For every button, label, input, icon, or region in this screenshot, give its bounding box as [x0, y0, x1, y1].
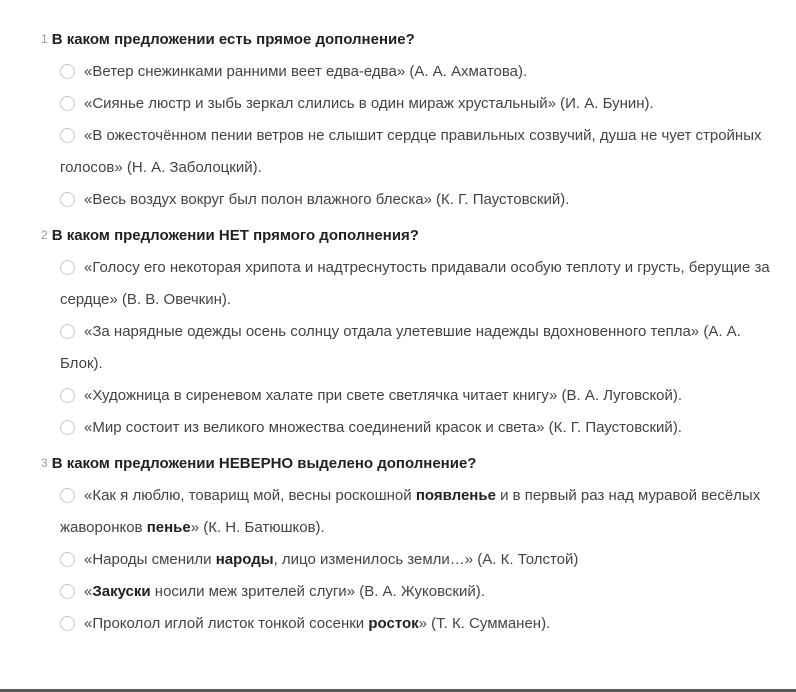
- question-header: [0, 222, 796, 248]
- option-text: «Народы сменили: [84, 551, 216, 568]
- radio-button-icon[interactable]: [60, 260, 75, 275]
- radio-button-icon[interactable]: [60, 96, 75, 111]
- option-text: «В ожесточённом пении ветров не слышит сердце правильных созвучий, душа не чует стройных голосов» (Н. А. Заболоцкий).: [60, 127, 762, 176]
- question-title: В каком предложении есть прямое дополнение?: [51, 31, 415, 48]
- answer-option[interactable]: [0, 56, 796, 88]
- option-text: » (Т. К. Сумманен).: [418, 615, 551, 632]
- radio-button-icon[interactable]: [60, 324, 75, 339]
- option-text: носили меж зрителей слуги» (В. А. Жуковский).: [150, 583, 485, 600]
- question-header: [0, 26, 796, 52]
- radio-button-icon[interactable]: [60, 128, 75, 143]
- answer-options: [0, 56, 796, 216]
- radio-button-icon[interactable]: [60, 584, 75, 599]
- radio-button-icon[interactable]: [60, 616, 75, 631]
- radio-button-icon[interactable]: [60, 64, 75, 79]
- option-text: «Как я люблю, товарищ мой, весны роскошной: [84, 487, 416, 504]
- highlighted-word: росток: [368, 615, 419, 632]
- answer-option[interactable]: [0, 480, 796, 544]
- option-text: «Ветер снежинками ранними веет едва-едва» (А. А. Ахматова).: [84, 63, 528, 80]
- option-text: «Голосу его некоторая хрипота и надтреснутость придавали особую теплоту и грусть, берущие за сердце» (В. В. Овечкин).: [60, 259, 770, 308]
- radio-button-icon[interactable]: [60, 192, 75, 207]
- option-text: » (К. Н. Батюшков).: [190, 519, 325, 536]
- answer-option[interactable]: [0, 252, 796, 316]
- answer-option[interactable]: [0, 608, 796, 640]
- option-text: «Художница в сиреневом халате при свете светлячка читает книгу» (В. А. Луговской).: [84, 387, 683, 404]
- radio-button-icon[interactable]: [60, 420, 75, 435]
- answer-option[interactable]: [0, 544, 796, 576]
- option-text: «Проколол иглой листок тонкой сосенки: [84, 615, 369, 632]
- answer-option[interactable]: [0, 316, 796, 380]
- answer-option[interactable]: [0, 576, 796, 608]
- answer-option[interactable]: [0, 88, 796, 120]
- question-title: В каком предложении НЕТ прямого дополнения?: [51, 227, 419, 244]
- highlighted-word: Закуски: [92, 583, 151, 600]
- option-text: и в первый раз над муравой весёлых жаворонков: [60, 487, 761, 536]
- radio-button-icon[interactable]: [60, 552, 75, 567]
- option-text: «Сиянье люстр и зыбь зеркал слились в один мираж хрустальный» (И. А. Бунин).: [84, 95, 654, 112]
- question-2: [0, 222, 796, 444]
- option-text: «Весь воздух вокруг был полон влажного блеска» (К. Г. Паустовский).: [84, 191, 570, 208]
- question-header: [0, 450, 796, 476]
- question-number: 3: [41, 456, 48, 470]
- answer-options: [0, 480, 796, 640]
- answer-option[interactable]: [0, 412, 796, 444]
- answer-options: [0, 252, 796, 444]
- question-number: 2: [41, 228, 48, 242]
- option-text: , лицо изменилось земли…» (А. К. Толстой): [273, 551, 579, 568]
- radio-button-icon[interactable]: [60, 488, 75, 503]
- highlighted-word: появленье: [415, 487, 496, 504]
- highlighted-word: народы: [215, 551, 274, 568]
- quiz-container: [0, 26, 796, 646]
- question-number: 1: [41, 32, 48, 46]
- radio-button-icon[interactable]: [60, 388, 75, 403]
- answer-option[interactable]: [0, 120, 796, 184]
- highlighted-word: пенье: [146, 519, 191, 536]
- question-1: [0, 26, 796, 216]
- answer-option[interactable]: [0, 184, 796, 216]
- question-3: [0, 450, 796, 640]
- option-text: «Мир состоит из великого множества соединений красок и света» (К. Г. Паустовский).: [84, 419, 682, 436]
- answer-option[interactable]: [0, 380, 796, 412]
- option-text: «За нарядные одежды осень солнцу отдала улетевшие надежды вдохновенного тепла» (А. А. Блок).: [60, 323, 741, 372]
- question-title: В каком предложении НЕВЕРНО выделено дополнение?: [51, 455, 477, 472]
- option-text: «: [84, 583, 93, 600]
